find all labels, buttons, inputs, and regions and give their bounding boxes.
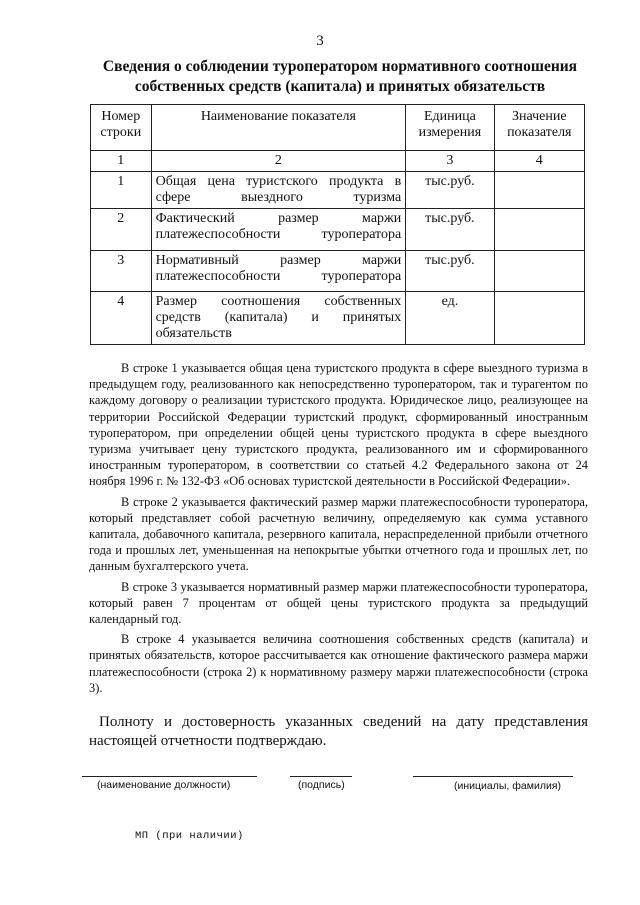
- row-indicator-name: Размер соотношения собственных средств (капитала) и принятых обязательств: [151, 292, 406, 345]
- header-value: Значение показателя: [494, 105, 584, 151]
- index-cell: 4: [494, 151, 584, 172]
- index-cell: 2: [151, 151, 406, 172]
- row-value: [494, 172, 584, 209]
- table-row: [91, 172, 585, 209]
- header-unit: Единица измерения: [406, 105, 494, 151]
- explanatory-text: [89, 360, 588, 700]
- stamp-note: МП (при наличии): [135, 830, 244, 842]
- table-index-row: [91, 151, 585, 172]
- table-header-row: [91, 105, 585, 151]
- paragraph-row-2: В строке 2 указывается фактический размер маржи платежеспособности туроператора, который представляет собой расчетную величину, определяемую как сумма уставного капитала, добавочного капитала, резервного капитала, нераспределенной прибыли отчетного года и прошлых лет, уменьшенная на непокрытые убытки отчетного года и прошлых лет, по данным бухгалтерского учета.: [89, 494, 588, 574]
- row-indicator-name: Нормативный размер маржи платежеспособности туроператора: [151, 251, 406, 292]
- table-row: [91, 251, 585, 292]
- position-label: (наименование должности): [97, 779, 231, 791]
- paragraph-row-3: В строке 3 указывается нормативный размер маржи платежеспособности туроператора, который равен 7 процентам от общей цены туристского продукта за предыдущий календарный год.: [89, 579, 588, 627]
- row-value: [494, 209, 584, 251]
- paragraph-row-4: В строке 4 указывается величина соотношения собственных средств (капитала) и принятых обязательств, которое рассчитывается как отношение фактического размера маржи платежеспособности (строка 2) к нормативному размеру маржи платежеспособности (строка 3).: [89, 632, 588, 695]
- row-number: 3: [91, 251, 152, 292]
- title-line-2: собственных средств (капитала) и принятых обязательств: [134, 78, 546, 95]
- document-title: [80, 57, 600, 97]
- signature-label: (подпись): [298, 779, 345, 791]
- row-value: [494, 251, 584, 292]
- row-indicator-name: Общая цена туристского продукта в сфере выездного туризма: [151, 172, 406, 209]
- position-line: [82, 776, 257, 777]
- table-row: [91, 292, 585, 345]
- header-indicator-name: Наименование показателя: [151, 105, 406, 151]
- index-cell: 1: [91, 151, 152, 172]
- row-unit: ед.: [406, 292, 494, 345]
- row-value: [494, 292, 584, 345]
- row-unit: тыс.руб.: [406, 209, 494, 251]
- title-line-1: Сведения о соблюдении туроператором нормативного соотношения: [102, 58, 578, 75]
- indicators-table: [90, 104, 585, 345]
- signature-line: [290, 776, 352, 777]
- row-unit: тыс.руб.: [406, 251, 494, 292]
- table-row: [91, 209, 585, 251]
- confirmation-statement: Полноту и достоверность указанных сведений на дату представления настоящей отчетности подтверждаю.: [89, 714, 588, 749]
- row-number: 1: [91, 172, 152, 209]
- row-number: 2: [91, 209, 152, 251]
- index-cell: 3: [406, 151, 494, 172]
- row-number: 4: [91, 292, 152, 345]
- header-row-number: Номер строки: [91, 105, 152, 151]
- row-unit: тыс.руб.: [406, 172, 494, 209]
- row-indicator-name: Фактический размер маржи платежеспособности туроператора: [151, 209, 406, 251]
- page-number: 3: [316, 33, 324, 49]
- name-label: (инициалы, фамилия): [454, 780, 561, 792]
- paragraph-row-1: В строке 1 указывается общая цена туристского продукта в сфере выездного туризма в предыдущем году, реализованного как непосредственно туроператором, так и турагентом по каждому договору о реализации туристского продукта. Юридическое лицо, реализующее на территории Российской Федерации туристский продукт, сформированный иностранным туроператором, при определении общей цены туристского продукта в сфере выездного туризма учитывает цену туристского продукта, реализованного им и сформированного иностранным туроператором, в соответствии со статьей 4.2 Федерального закона от 24 ноября 1996 г. № 132-ФЗ «Об основах туристской деятельности в Российской Федерации».: [89, 361, 588, 489]
- name-line: [413, 776, 573, 777]
